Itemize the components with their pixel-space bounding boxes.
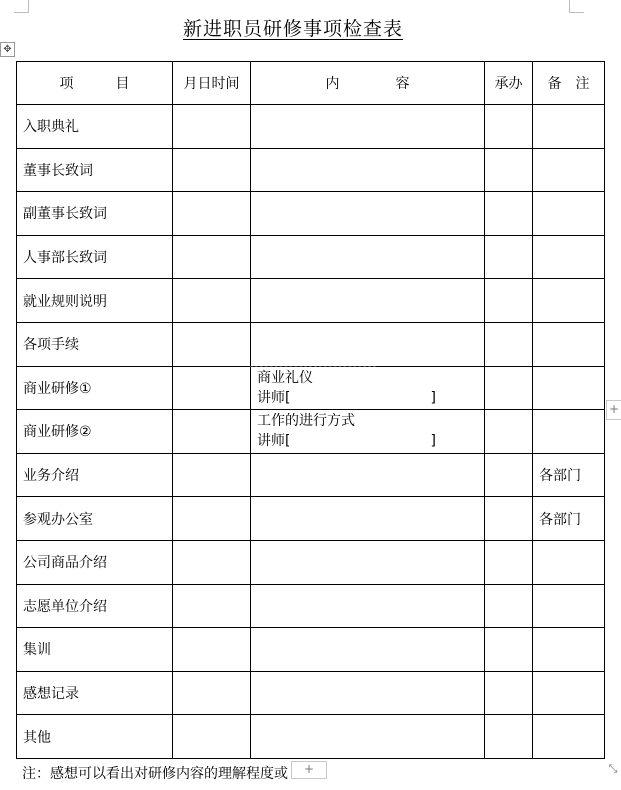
content-line: 工作的进行方式 [257,413,355,430]
date-cell[interactable] [173,628,251,672]
content-cell[interactable] [251,715,485,759]
content-cell[interactable] [251,366,485,410]
date-cell[interactable] [173,453,251,497]
table-resize-icon[interactable]: ⤡ [608,762,618,775]
date-cell[interactable] [173,715,251,759]
responsible-cell[interactable] [485,715,533,759]
item-cell[interactable]: 商业研修① [17,366,173,410]
table-row [17,410,605,454]
table-row [17,105,605,149]
item-cell[interactable]: 其他 [17,715,173,759]
item-cell[interactable]: 业务介绍 [17,453,173,497]
date-cell[interactable] [173,584,251,628]
content-line: 商业礼仪 [257,369,313,386]
responsible-cell[interactable] [485,584,533,628]
table-row [17,628,605,672]
table-move-handle-icon[interactable]: ✥ [0,42,15,57]
remarks-cell[interactable]: 各部门 [533,497,605,541]
checklist-table [16,61,605,759]
responsible-cell[interactable] [485,497,533,541]
remarks-cell[interactable] [533,671,605,715]
remarks-cell[interactable] [533,628,605,672]
table-row [17,671,605,715]
date-cell[interactable] [173,279,251,323]
remarks-cell[interactable] [533,715,605,759]
remarks-cell[interactable] [533,540,605,584]
item-cell[interactable]: 感想记录 [17,671,173,715]
date-cell[interactable] [173,366,251,410]
responsible-cell[interactable] [485,279,533,323]
header-content[interactable]: 内 容 [251,62,485,105]
remarks-cell[interactable] [533,410,605,454]
remarks-cell[interactable] [533,235,605,279]
responsible-cell[interactable] [485,322,533,366]
date-cell[interactable] [173,497,251,541]
remarks-cell[interactable] [533,366,605,410]
item-cell[interactable]: 各项手续 [17,322,173,366]
table-row [17,584,605,628]
footnote: 注：感想可以看出对研修内容的理解程度或 [22,766,288,782]
responsible-cell[interactable] [485,410,533,454]
item-cell[interactable]: 公司商品介绍 [17,540,173,584]
remarks-cell[interactable] [533,279,605,323]
content-cell[interactable] [251,105,485,149]
remarks-cell[interactable] [533,584,605,628]
add-row-icon[interactable]: + [291,761,327,779]
item-cell[interactable]: 副董事长致词 [17,192,173,236]
content-cell[interactable] [251,148,485,192]
content-cell[interactable] [251,410,485,454]
responsible-cell[interactable] [485,235,533,279]
item-cell[interactable]: 入职典礼 [17,105,173,149]
date-cell[interactable] [173,192,251,236]
table-row [17,715,605,759]
item-cell[interactable]: 董事长致词 [17,148,173,192]
table-row [17,540,605,584]
lecturer-line: 讲师[ ] [257,389,436,406]
content-cell[interactable] [251,453,485,497]
content-cell[interactable] [251,279,485,323]
content-cell[interactable] [251,322,485,366]
header-remarks[interactable]: 备 注 [533,62,605,105]
content-cell[interactable] [251,192,485,236]
table-row [17,322,605,366]
responsible-cell[interactable] [485,366,533,410]
responsible-cell[interactable] [485,148,533,192]
table-row [17,235,605,279]
page-corner-mark-left [14,0,29,13]
responsible-cell[interactable] [485,540,533,584]
date-cell[interactable] [173,671,251,715]
remarks-cell[interactable]: 各部门 [533,453,605,497]
responsible-cell[interactable] [485,192,533,236]
responsible-cell[interactable] [485,105,533,149]
date-cell[interactable] [173,322,251,366]
page-corner-mark-right [569,0,584,13]
remarks-cell[interactable] [533,148,605,192]
table-row [17,192,605,236]
table-row [17,497,605,541]
table-row [17,279,605,323]
date-cell[interactable] [173,105,251,149]
content-cell[interactable] [251,628,485,672]
content-cell[interactable] [251,540,485,584]
header-item[interactable]: 项 目 [17,62,173,105]
remarks-cell[interactable] [533,192,605,236]
item-cell[interactable]: 就业规则说明 [17,279,173,323]
date-cell[interactable] [173,235,251,279]
date-cell[interactable] [173,148,251,192]
document-title: 新进职员研修事项检查表 [182,18,403,40]
content-cell[interactable] [251,235,485,279]
item-cell[interactable]: 参观办公室 [17,497,173,541]
table-row [17,453,605,497]
table-header-row [17,62,605,105]
responsible-cell[interactable] [485,628,533,672]
remarks-cell[interactable] [533,105,605,149]
responsible-cell[interactable] [485,453,533,497]
responsible-cell[interactable] [485,671,533,715]
content-cell[interactable] [251,671,485,715]
content-cell[interactable] [251,497,485,541]
date-cell[interactable] [173,410,251,454]
remarks-cell[interactable] [533,322,605,366]
item-cell[interactable]: 志愿单位介绍 [17,584,173,628]
date-cell[interactable] [173,540,251,584]
item-cell[interactable]: 集训 [17,628,173,672]
selection-indicator [250,366,376,367]
table-row [17,148,605,192]
item-cell[interactable]: 商业研修② [17,410,173,454]
add-column-icon[interactable]: + [606,400,621,420]
item-cell[interactable]: 人事部长致词 [17,235,173,279]
header-responsible[interactable]: 承办 [485,62,533,105]
content-cell[interactable] [251,584,485,628]
lecturer-line: 讲师[ ] [257,433,436,450]
table-row [17,366,605,410]
header-date[interactable]: 月日时间 [173,62,251,105]
